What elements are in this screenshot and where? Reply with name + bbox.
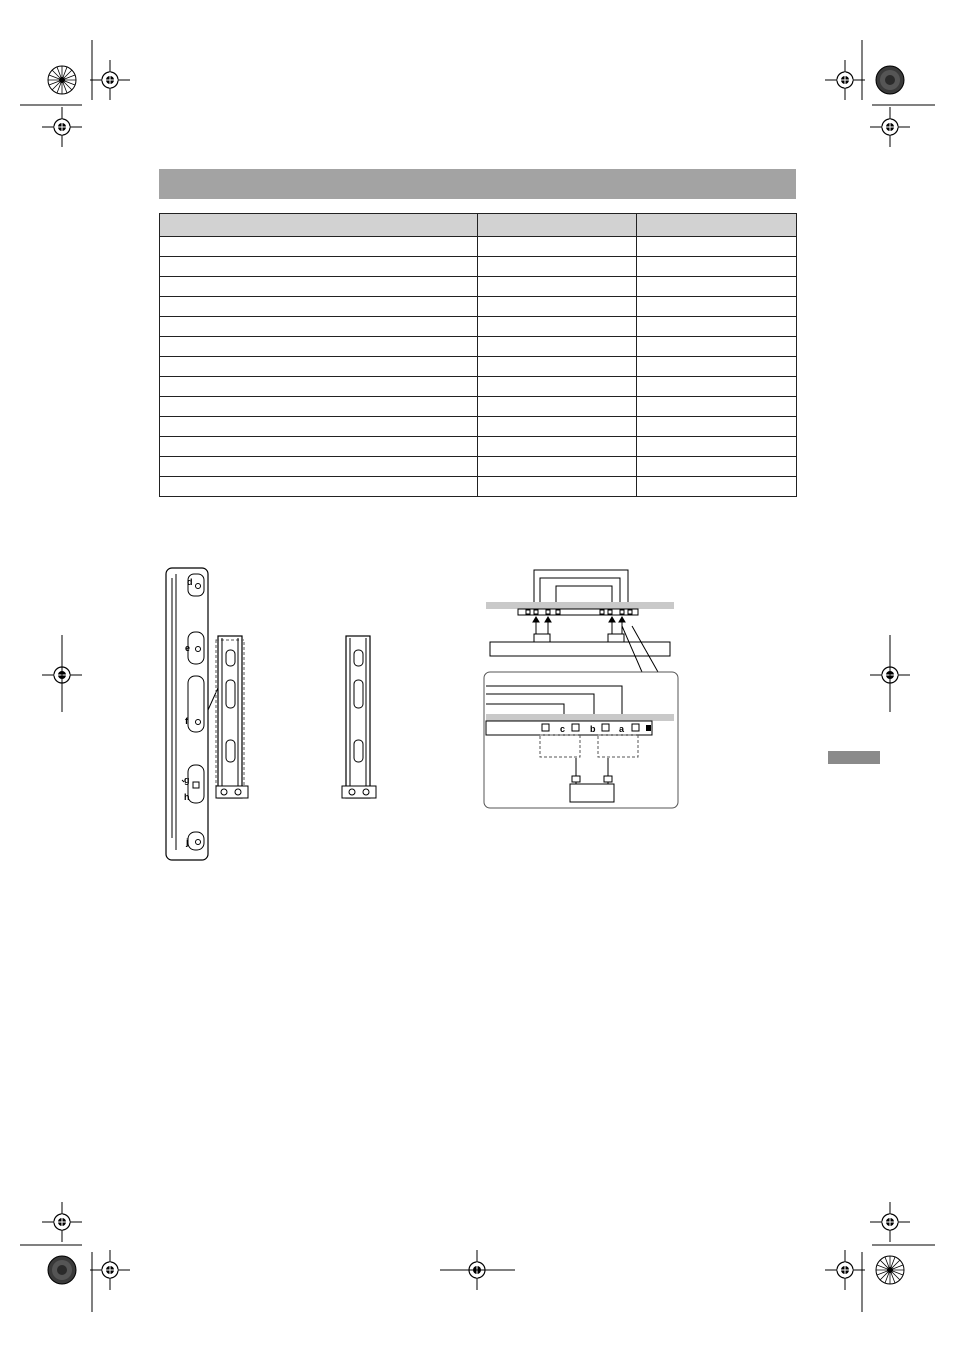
table-row (160, 377, 797, 397)
table-cell (160, 297, 478, 317)
table-row (160, 277, 797, 297)
table-cell (160, 277, 478, 297)
color-wheel-icon (48, 1256, 76, 1284)
color-wheel-icon (876, 66, 904, 94)
registration-mark-icon (42, 107, 82, 147)
spec-table (159, 213, 797, 497)
registration-mark-icon (825, 1250, 865, 1290)
table-cell (478, 317, 637, 337)
table-cell (160, 237, 478, 257)
table-cell (160, 417, 478, 437)
label-c: c (560, 724, 566, 734)
table-cell (637, 477, 797, 497)
table-cell (637, 257, 797, 277)
table-row (160, 457, 797, 477)
label-e: e (185, 643, 191, 653)
table-row (160, 477, 797, 497)
color-wheel-icon (876, 1256, 904, 1284)
table-cell (637, 297, 797, 317)
table-cell (160, 257, 478, 277)
table-cell (637, 417, 797, 437)
table-cell (478, 437, 637, 457)
table-cell (478, 397, 637, 417)
table-row (160, 297, 797, 317)
table-cell (478, 337, 637, 357)
table-cell (478, 457, 637, 477)
table-cell (160, 437, 478, 457)
label-a: a (619, 724, 625, 734)
table-cell (637, 397, 797, 417)
table-cell (637, 337, 797, 357)
bracket-figure-left (160, 560, 390, 865)
table-row (160, 397, 797, 417)
table-cell (637, 357, 797, 377)
table-row (160, 417, 797, 437)
table-cell (478, 257, 637, 277)
label-j: j (186, 837, 189, 847)
table-header-row (160, 214, 797, 237)
registration-mark-icon (825, 60, 865, 100)
label-b: b (590, 724, 596, 734)
table-cell (478, 357, 637, 377)
table-header-cell (637, 214, 797, 237)
wall-bracket-1 (216, 636, 248, 798)
table-cell (160, 317, 478, 337)
table-cell (160, 357, 478, 377)
table-row (160, 317, 797, 337)
table-header-cell (478, 214, 637, 237)
table-cell (637, 457, 797, 477)
table-cell (478, 237, 637, 257)
bracket-figure-right (482, 562, 682, 812)
table-row (160, 257, 797, 277)
table-cell (160, 337, 478, 357)
table-cell (637, 437, 797, 457)
table-cell (637, 237, 797, 257)
table-cell (637, 277, 797, 297)
table-row (160, 357, 797, 377)
section-header-bar (159, 169, 796, 199)
registration-mark-icon (90, 60, 130, 100)
table-row (160, 437, 797, 457)
wall-bracket-2 (342, 636, 376, 798)
chapter-tab (828, 751, 880, 764)
registration-mark-icon (870, 107, 910, 147)
label-h: h (184, 792, 190, 802)
label-d: d (187, 577, 193, 587)
table-cell (478, 297, 637, 317)
table-cell (478, 377, 637, 397)
registration-mark-icon (90, 1250, 130, 1290)
table-cell (478, 477, 637, 497)
table-row (160, 337, 797, 357)
table-cell (637, 377, 797, 397)
registration-mark-icon (42, 1202, 82, 1242)
table-cell (160, 477, 478, 497)
table-row (160, 237, 797, 257)
table-cell (160, 397, 478, 417)
table-header-cell (160, 214, 478, 237)
table-cell (160, 377, 478, 397)
registration-mark-icon (870, 1202, 910, 1242)
table-cell (637, 317, 797, 337)
color-wheel-icon (48, 66, 76, 94)
table-cell (478, 277, 637, 297)
table-cell (160, 457, 478, 477)
label-g: g (184, 775, 190, 785)
table-cell (478, 417, 637, 437)
label-f: f (185, 716, 188, 726)
